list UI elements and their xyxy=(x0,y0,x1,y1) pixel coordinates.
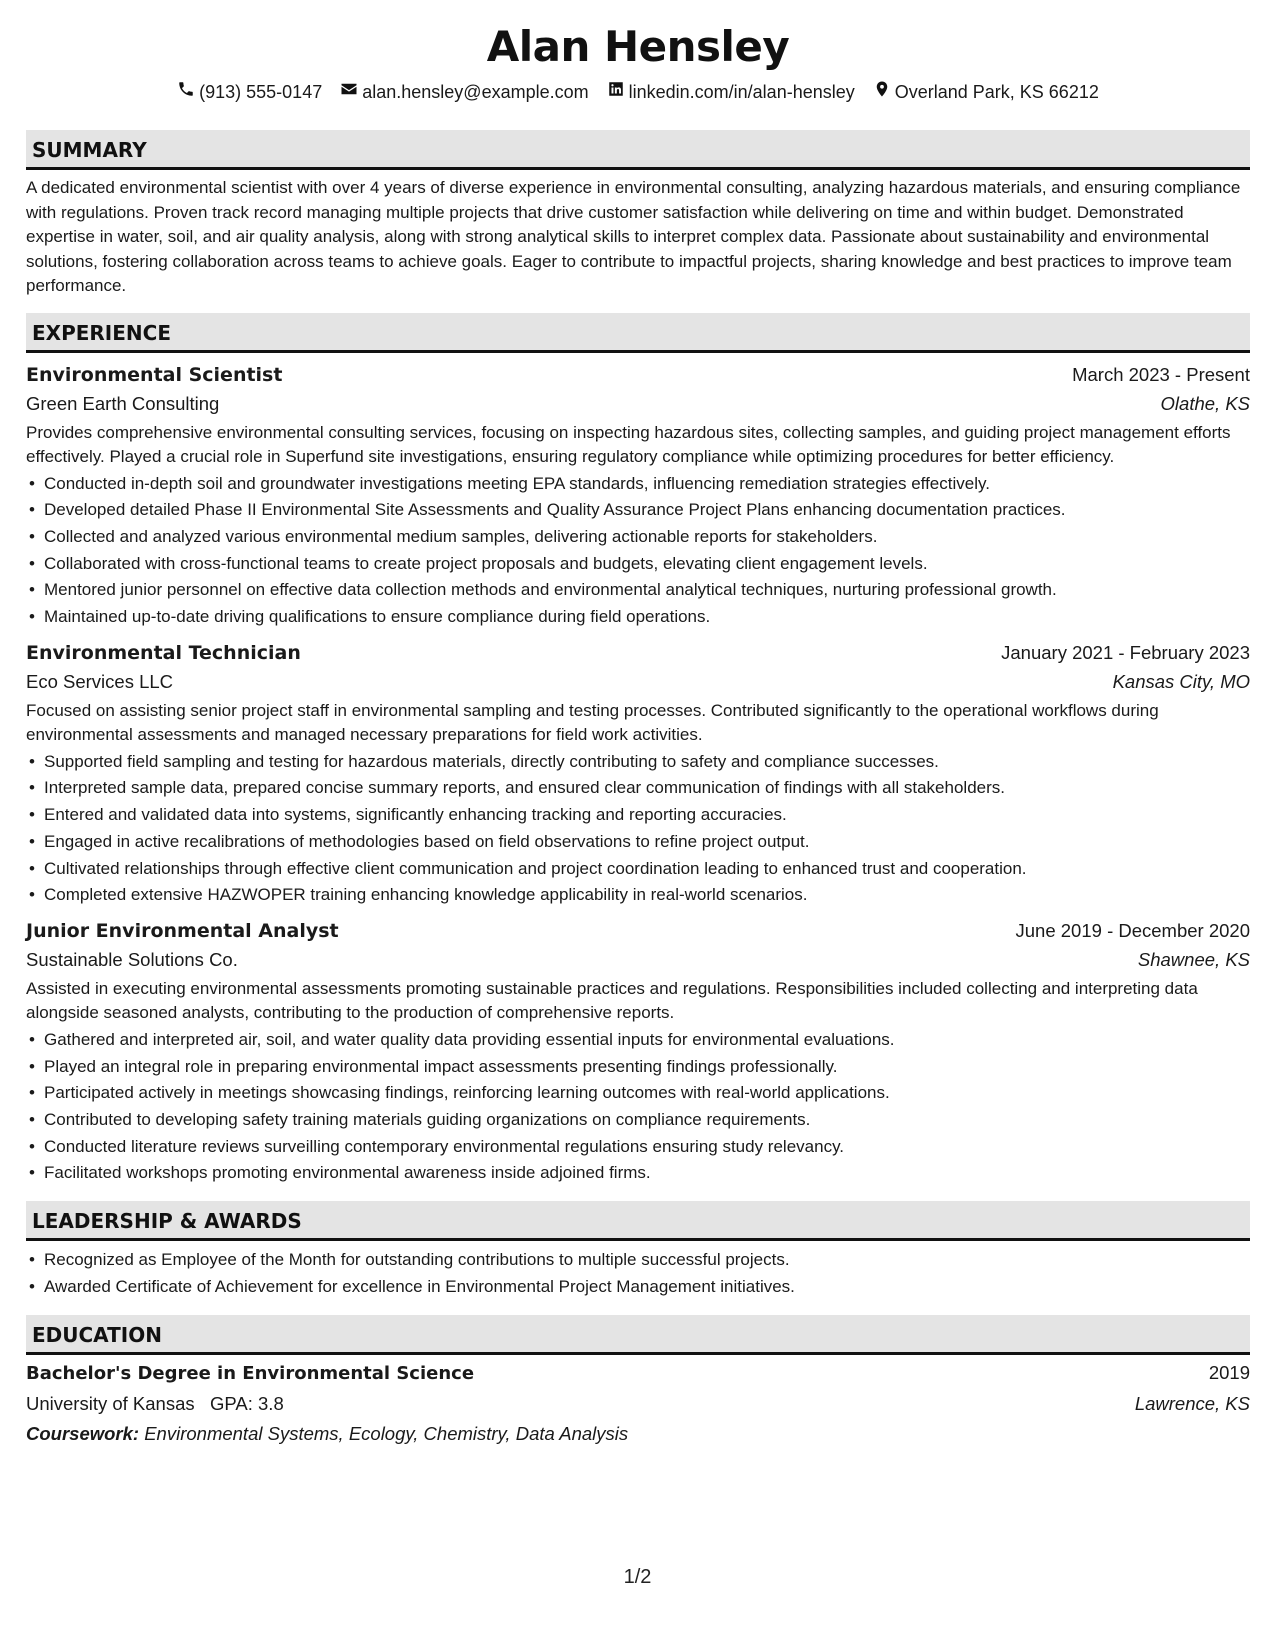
job-company: Sustainable Solutions Co. xyxy=(26,948,238,970)
list-item: • Completed extensive HAZWOPER training enhancing knowledge applicability in real-world scenarios. xyxy=(26,882,1250,909)
job-description: Focused on assisting senior project staff in environmental sampling and testing processes. Contributed significantly to the operational workflows during environmental assessments and managed necessary preparations for field work activities. xyxy=(26,700,1159,745)
section-header-leadership: LEADERSHIP & AWARDS xyxy=(26,1201,1250,1241)
phone-icon xyxy=(177,80,195,104)
graduation-year: 2019 xyxy=(1208,1361,1250,1383)
job-entry xyxy=(26,361,1250,631)
job-company: Green Earth Consulting xyxy=(26,392,220,414)
list-item: • Interpreted sample data, prepared concise summary reports, and ensured clear communication of findings with all stakeholders. xyxy=(26,775,1250,802)
section-header-summary: SUMMARY xyxy=(26,130,1250,170)
list-item: • Cultivated relationships through effective client communication and project coordination leading to enhanced trust and cooperation. xyxy=(26,856,1250,883)
job-dates: June 2019 - December 2020 xyxy=(1015,919,1250,941)
job-title-row xyxy=(26,639,1250,667)
list-item: • Collected and analyzed various environmental medium samples, delivering actionable reports for stakeholders. xyxy=(26,524,1250,551)
job-entry xyxy=(26,639,1250,909)
job-bullets xyxy=(26,749,1250,909)
coursework-list: Environmental Systems, Ecology, Chemistry, Data Analysis xyxy=(144,1422,629,1444)
map-pin-icon xyxy=(873,80,891,104)
job-dates: March 2023 - Present xyxy=(1072,363,1250,385)
contact-bar xyxy=(26,80,1250,104)
list-item: • Conducted in-depth soil and groundwater investigations meeting EPA standards, influencing remediation strategies effectively. xyxy=(26,471,1250,498)
list-item: • Awarded Certificate of Achievement for excellence in Environmental Project Management initiatives. xyxy=(26,1274,1250,1301)
list-item: • Facilitated workshops promoting environmental awareness inside adjoined firms. xyxy=(26,1160,1250,1187)
job-company-row xyxy=(26,389,1250,419)
job-description: Assisted in executing environmental assessments promoting sustainable practices and regulations. Responsibilities included collecting and interpreting data alongside seasoned analysts, contributing to the production of comprehensive reports. xyxy=(26,978,1198,1023)
school-name: University of Kansas xyxy=(26,1392,195,1414)
section-header-experience: EXPERIENCE xyxy=(26,313,1250,353)
email-address: alan.hensley@example.com xyxy=(362,82,589,102)
job-bullets xyxy=(26,471,1250,631)
job-bullets xyxy=(26,1027,1250,1187)
school-info xyxy=(26,1389,284,1419)
contact-phone xyxy=(177,80,322,104)
job-description: Provides comprehensive environmental consulting services, focusing on inspecting hazardous sites, collecting samples, and guiding project management efforts effectively. Played a crucial role in Superfund site investigations, ensuring regulatory compliance while optimizing procedures for better efficiency. xyxy=(26,422,1231,466)
job-title: Environmental Technician xyxy=(26,641,301,664)
coursework-label: Coursework: xyxy=(26,1422,140,1444)
list-item: • Entered and validated data into systems, significantly enhancing tracking and reporting accuracies. xyxy=(26,802,1250,829)
candidate-name: Alan Hensley xyxy=(486,22,790,71)
job-location: Kansas City, MO xyxy=(1112,670,1250,692)
section-header-education: EDUCATION xyxy=(26,1315,1250,1355)
job-location: Shawnee, KS xyxy=(1137,948,1250,970)
coursework xyxy=(26,1419,1250,1449)
awards-list xyxy=(26,1247,1250,1300)
list-item: • Recognized as Employee of the Month for outstanding contributions to multiple successful projects. xyxy=(26,1247,1250,1274)
job-company-row xyxy=(26,667,1250,697)
list-item: • Conducted literature reviews surveilling contemporary environmental regulations ensuring study relevancy. xyxy=(26,1134,1250,1161)
contact-email xyxy=(340,80,588,104)
school-location: Lawrence, KS xyxy=(1134,1392,1250,1414)
list-item: • Contributed to developing safety training materials guiding organizations on compliance requirements. xyxy=(26,1107,1250,1134)
job-company-row xyxy=(26,945,1250,975)
resume-page xyxy=(26,18,1250,1449)
job-title-row xyxy=(26,361,1250,389)
education-degree-row xyxy=(26,1359,1250,1389)
linkedin-url: linkedin.com/in/alan-hensley xyxy=(628,82,855,102)
job-title-row xyxy=(26,917,1250,945)
envelope-icon xyxy=(340,80,358,104)
job-dates: January 2021 - February 2023 xyxy=(1001,641,1250,663)
job-location: Olathe, KS xyxy=(1160,392,1250,414)
linkedin-icon xyxy=(607,80,625,104)
summary-text: A dedicated environmental scientist with over 4 years of diverse experience in environmental consulting, analyzing hazardous materials, and ensuring compliance with regulations. Proven track record managing multiple projects that drive customer satisfaction while delivering on time and within budget. Demonstrated expertise in water, soil, and air quality analysis, along with strong analytical skills to interpret complex data. Passionate about sustainability and environmental solutions, fostering collaboration across teams to achieve goals. Eager to contribute to impactful projects, sharing knowledge and best practices to improve team performance. xyxy=(26,178,1241,295)
job-entry xyxy=(26,917,1250,1187)
list-item: • Participated actively in meetings showcasing findings, reinforcing learning outcomes with real-world applications. xyxy=(26,1080,1250,1107)
education-school-row xyxy=(26,1389,1250,1419)
list-item: • Engaged in active recalibrations of methodologies based on field observations to refine project output. xyxy=(26,829,1250,856)
list-item: • Played an integral role in preparing environmental impact assessments presenting findings professionally. xyxy=(26,1054,1250,1081)
list-item: • Collaborated with cross-functional teams to create project proposals and budgets, elevating client engagement levels. xyxy=(26,551,1250,578)
home-location: Overland Park, KS 66212 xyxy=(894,82,1099,102)
job-title: Junior Environmental Analyst xyxy=(26,919,339,942)
list-item: • Maintained up-to-date driving qualifications to ensure compliance during field operations. xyxy=(26,604,1250,631)
list-item: • Mentored junior personnel on effective data collection methods and environmental analytical techniques, nurturing professional growth. xyxy=(26,577,1250,604)
phone-number: (913) 555-0147 xyxy=(199,82,323,102)
gpa: GPA: 3.8 xyxy=(210,1392,284,1414)
contact-linkedin xyxy=(607,80,855,104)
list-item: • Supported field sampling and testing for hazardous materials, directly contributing to safety and compliance successes. xyxy=(26,749,1250,776)
contact-location xyxy=(873,80,1099,104)
job-company: Eco Services LLC xyxy=(26,670,174,692)
list-item: • Developed detailed Phase II Environmental Site Assessments and Quality Assurance Project Plans enhancing documentation practices. xyxy=(26,497,1250,524)
job-title: Environmental Scientist xyxy=(26,363,283,386)
degree-name: Bachelor's Degree in Environmental Science xyxy=(26,1362,475,1384)
list-item: • Gathered and interpreted air, soil, and water quality data providing essential inputs for environmental evaluations. xyxy=(26,1027,1250,1054)
page-number: 1/2 xyxy=(623,1566,652,1588)
